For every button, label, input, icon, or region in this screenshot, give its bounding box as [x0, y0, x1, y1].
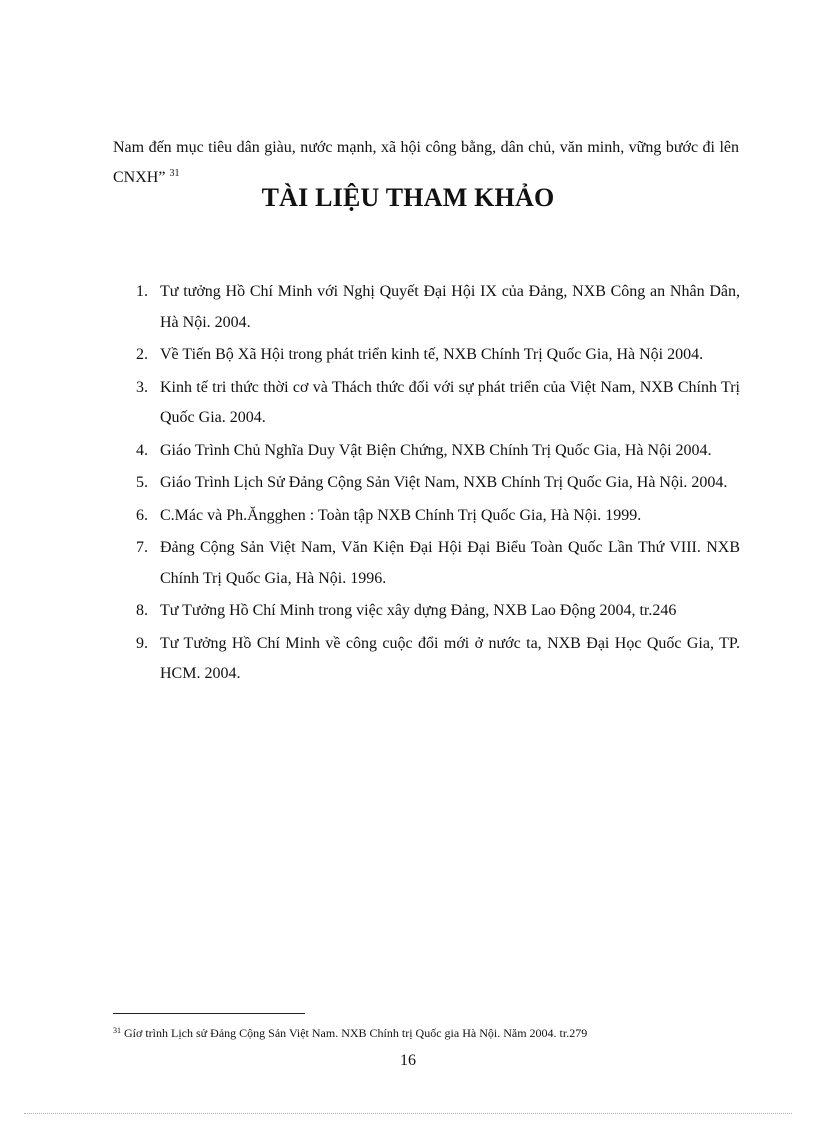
- page-title: TÀI LIỆU THAM KHẢO: [261, 183, 555, 212]
- list-item: [130, 596, 740, 627]
- footnote-text: Gíơ trình Lịch sử Đảng Cộng Sản Việt Nam. NXB Chính trị Quốc gia Hà Nội. Năm 2004. tr.279: [124, 1026, 588, 1040]
- reference-list: [130, 277, 740, 692]
- reference-text: C.Mác và Ph.Ăngghen : Toàn tập NXB Chính Trị Quốc Gia, Hà Nội. 1999.: [160, 506, 642, 524]
- footnote-reference: 31: [169, 168, 180, 179]
- page-bottom-border: [24, 1113, 792, 1114]
- reference-number: 3.: [136, 378, 148, 396]
- footnote: [113, 1026, 587, 1040]
- reference-number: 6.: [136, 506, 148, 524]
- page-number: 16: [400, 1052, 416, 1069]
- reference-text: Về Tiến Bộ Xã Hội trong phát triển kinh tế, NXB Chính Trị Quốc Gia, Hà Nội 2004.: [160, 346, 704, 363]
- list-item: [130, 468, 740, 499]
- reference-number: 9.: [136, 634, 148, 652]
- reference-text: Tư Tưởng Hồ Chí Minh trong việc xây dựng Đảng, NXB Lao Động 2004, tr.246: [160, 602, 677, 619]
- reference-number: 7.: [136, 539, 148, 556]
- list-item: [130, 629, 740, 690]
- reference-text: Tư tưởng Hồ Chí Minh với Nghị Quyết Đại Hội IX của Đảng, NXB Công an Nhân Dân, Hà Nội. 2004.: [160, 283, 740, 331]
- reference-number: 5.: [136, 474, 148, 491]
- reference-number: 4.: [136, 441, 148, 459]
- footnote-separator: [113, 1013, 305, 1014]
- list-item: [130, 436, 740, 467]
- reference-text: Kinh tế tri thức thời cơ và Thách thức đối với sự phát triển của Việt Nam, NXB Chính Trị Quốc Gia. 2004.: [160, 378, 740, 426]
- reference-text: Tư Tưởng Hồ Chí Minh về công cuộc đổi mới ở nước ta, NXB Đại Học Quốc Gia, TP. HCM. 2004.: [160, 634, 740, 682]
- footnote-number: 31: [113, 1026, 121, 1035]
- intro-text: Nam đến mục tiêu dân giàu, nước mạnh, xã hội công bằng, dân chủ, văn minh, vững bước đi lên CNXH”: [113, 139, 739, 186]
- reference-text: Giáo Trình Chủ Nghĩa Duy Vật Biện Chứng, NXB Chính Trị Quốc Gia, Hà Nội 2004.: [160, 441, 712, 459]
- reference-text: Đảng Cộng Sản Việt Nam, Văn Kiện Đại Hội Đại Biểu Toàn Quốc Lần Thứ VIII. NXB Chính Trị Quốc Gia, Hà Nội. 1996.: [160, 539, 740, 587]
- reference-text: Giáo Trình Lịch Sử Đảng Cộng Sản Việt Nam, NXB Chính Trị Quốc Gia, Hà Nội. 2004.: [160, 474, 728, 491]
- list-item: [130, 340, 740, 371]
- reference-number: 8.: [136, 602, 148, 619]
- list-item: [130, 501, 740, 532]
- reference-number: 2.: [136, 346, 148, 363]
- list-item: [130, 373, 740, 434]
- list-item: [130, 533, 740, 594]
- list-item: [130, 277, 740, 338]
- reference-number: 1.: [136, 283, 148, 300]
